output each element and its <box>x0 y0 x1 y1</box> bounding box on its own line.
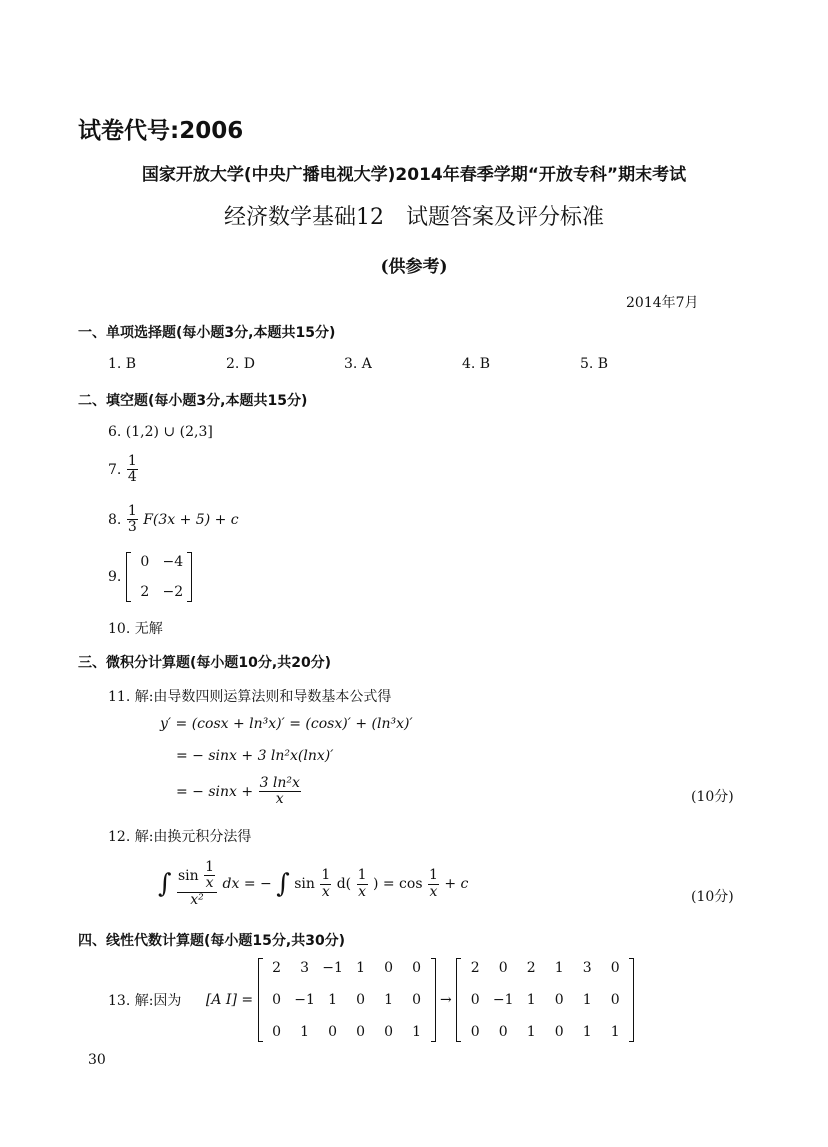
q12-score: (10分) <box>691 889 734 905</box>
answer-9 <box>108 552 192 602</box>
q11-fraction <box>259 776 301 808</box>
fraction-numerator: 1 <box>205 859 215 875</box>
matrix-cell: 1 <box>582 992 592 1008</box>
matrix-cell: 1 <box>328 992 337 1008</box>
matrix-cell: 3 <box>582 960 592 976</box>
q11-line1 <box>160 716 413 732</box>
matrix-cell: 0 <box>470 992 480 1008</box>
fraction-numerator: 1 <box>357 867 367 884</box>
integral-sign: ∫ <box>158 869 172 900</box>
answer-8-label: 8. <box>108 511 122 528</box>
matrix-cell: 0 <box>412 960 421 976</box>
q11-score: (10分) <box>691 789 734 805</box>
matrix-cell: −2 <box>162 584 184 600</box>
matrix-cell: −4 <box>162 554 184 570</box>
matrix-cell: 0 <box>610 992 620 1008</box>
reference-note: (供参考) <box>380 257 448 277</box>
fraction-numerator: 3 ln²x <box>259 775 300 791</box>
matrix-cell: 3 <box>300 960 309 976</box>
matrix-cell: −1 <box>322 960 343 976</box>
matrix-cell: 0 <box>140 554 150 570</box>
answer-9-label: 9. <box>108 569 122 585</box>
matrix-cell: 1 <box>384 992 393 1008</box>
q11-line2 <box>176 748 333 764</box>
section1-heading: 一、单项选择题(每小题3分,本题共15分) <box>78 325 336 341</box>
course-title: 经济数学基础12 试题答案及评分标准 <box>224 205 604 230</box>
answer-10: 10. 无解 <box>108 621 163 637</box>
answer-7-fraction <box>127 454 138 486</box>
matrix-cell: 1 <box>582 1024 592 1040</box>
q12-intro: 12. 解:由换元积分法得 <box>108 829 252 845</box>
fraction-b <box>357 868 368 900</box>
matrix-cell: 0 <box>356 1024 365 1040</box>
fraction-numerator: 1 <box>321 867 331 884</box>
dx-text: dx = − <box>222 876 272 893</box>
q13-augmented-label: [A I] = <box>205 992 254 1008</box>
matrix-cell: −1 <box>492 992 514 1008</box>
q13-matrix-right <box>456 958 634 1042</box>
matrix-cell: 0 <box>554 1024 564 1040</box>
answer-8-fraction <box>127 504 138 536</box>
sin-text: sin <box>178 867 199 884</box>
matrix-cell: 1 <box>610 1024 620 1040</box>
fraction-denominator: 3 <box>127 519 137 536</box>
answer-7-label: 7. <box>108 461 122 478</box>
answer-1: 1. B <box>108 356 137 372</box>
answer-6: 6. (1,2) ∪ (2,3] <box>108 424 213 440</box>
integral-sign: ∫ <box>276 869 290 900</box>
matrix-cell: 1 <box>412 1024 421 1040</box>
matrix-cell: 0 <box>272 1024 281 1040</box>
matrix-cell: 1 <box>300 1024 309 1040</box>
q11-formula-3-prefix: = − sinx + <box>176 783 254 800</box>
q12-formula <box>158 860 468 908</box>
matrix-cell: 0 <box>554 992 564 1008</box>
sin-text: sin <box>294 876 315 893</box>
q11-formula-1: y′ = (cosx + ln³x)′ = (cosx)′ + (ln³x)′ <box>160 716 413 732</box>
q13-intro: 13. 解:因为 <box>108 993 182 1009</box>
fraction-denominator: x <box>259 791 301 807</box>
fraction-denominator: x <box>429 883 438 900</box>
matrix-cell: 1 <box>356 960 365 976</box>
answer-8 <box>108 504 239 536</box>
matrix-cell: 0 <box>328 1024 337 1040</box>
fraction-denominator: x <box>321 883 330 900</box>
q12-big-fraction <box>177 860 217 908</box>
fraction-numerator: 1 <box>428 867 438 884</box>
q11-formula-2: = − sinx + 3 ln²x(lnx)′ <box>176 748 334 764</box>
answer-3: 3. A <box>344 356 372 372</box>
fraction-denominator: x <box>358 883 366 900</box>
matrix-cell: 0 <box>384 1024 393 1040</box>
d-text: d( <box>336 876 352 893</box>
answer-5: 5. B <box>580 356 609 372</box>
matrix-cell: 0 <box>498 1024 508 1040</box>
matrix-cell: 2 <box>470 960 480 976</box>
answer-9-matrix <box>126 552 192 602</box>
arrow-icon: → <box>440 992 452 1008</box>
matrix-cell: 0 <box>498 960 508 976</box>
fraction-a <box>320 868 331 900</box>
matrix-cell: 1 <box>554 960 564 976</box>
matrix-cell: 0 <box>384 960 393 976</box>
q13-line <box>108 958 634 1042</box>
q13-matrix-left <box>258 958 436 1042</box>
fraction-c <box>428 868 439 900</box>
exam-title: 国家开放大学(中央广播电视大学)2014年春季学期“开放专科”期末考试 <box>141 165 687 185</box>
fraction-denominator: x² <box>177 892 217 908</box>
q11-line3 <box>176 776 302 808</box>
matrix-cell: 2 <box>140 584 150 600</box>
matrix-cell: 1 <box>526 1024 536 1040</box>
fraction-numerator <box>177 860 217 892</box>
section2-heading: 二、填空题(每小题3分,本题共15分) <box>78 393 308 409</box>
answer-8-expression: F(3x + 5) + c <box>143 511 239 528</box>
matrix-cell: 0 <box>272 992 281 1008</box>
matrix-cell: 0 <box>470 1024 480 1040</box>
matrix-cell: −1 <box>294 992 315 1008</box>
section4-heading: 四、线性代数计算题(每小题15分,共30分) <box>78 933 346 949</box>
answer-4: 4. B <box>462 356 491 372</box>
matrix-cell: 0 <box>356 992 365 1008</box>
fraction-denominator: x <box>205 875 214 892</box>
equals-cos-text: ) = cos <box>372 876 423 893</box>
matrix-cell: 0 <box>412 992 421 1008</box>
matrix-cell: 2 <box>272 960 281 976</box>
matrix-cell: 0 <box>610 960 620 976</box>
page-number: 30 <box>88 1052 106 1068</box>
answer-7 <box>108 454 139 486</box>
section3-heading: 三、微积分计算题(每小题10分,共20分) <box>78 655 332 671</box>
constant-text: + c <box>444 876 469 893</box>
fraction-numerator: 1 <box>127 453 137 469</box>
matrix-cell: 1 <box>526 992 536 1008</box>
exam-date: 2014年7月 <box>626 295 699 311</box>
fraction-denominator: 4 <box>127 469 137 486</box>
fraction-numerator: 1 <box>127 503 137 519</box>
matrix-cell: 2 <box>526 960 536 976</box>
paper-code: 试卷代号:2006 <box>78 118 244 144</box>
q11-intro: 11. 解:由导数四则运算法则和导数基本公式得 <box>108 689 392 705</box>
answer-2: 2. D <box>226 356 256 372</box>
inner-fraction <box>204 860 215 892</box>
